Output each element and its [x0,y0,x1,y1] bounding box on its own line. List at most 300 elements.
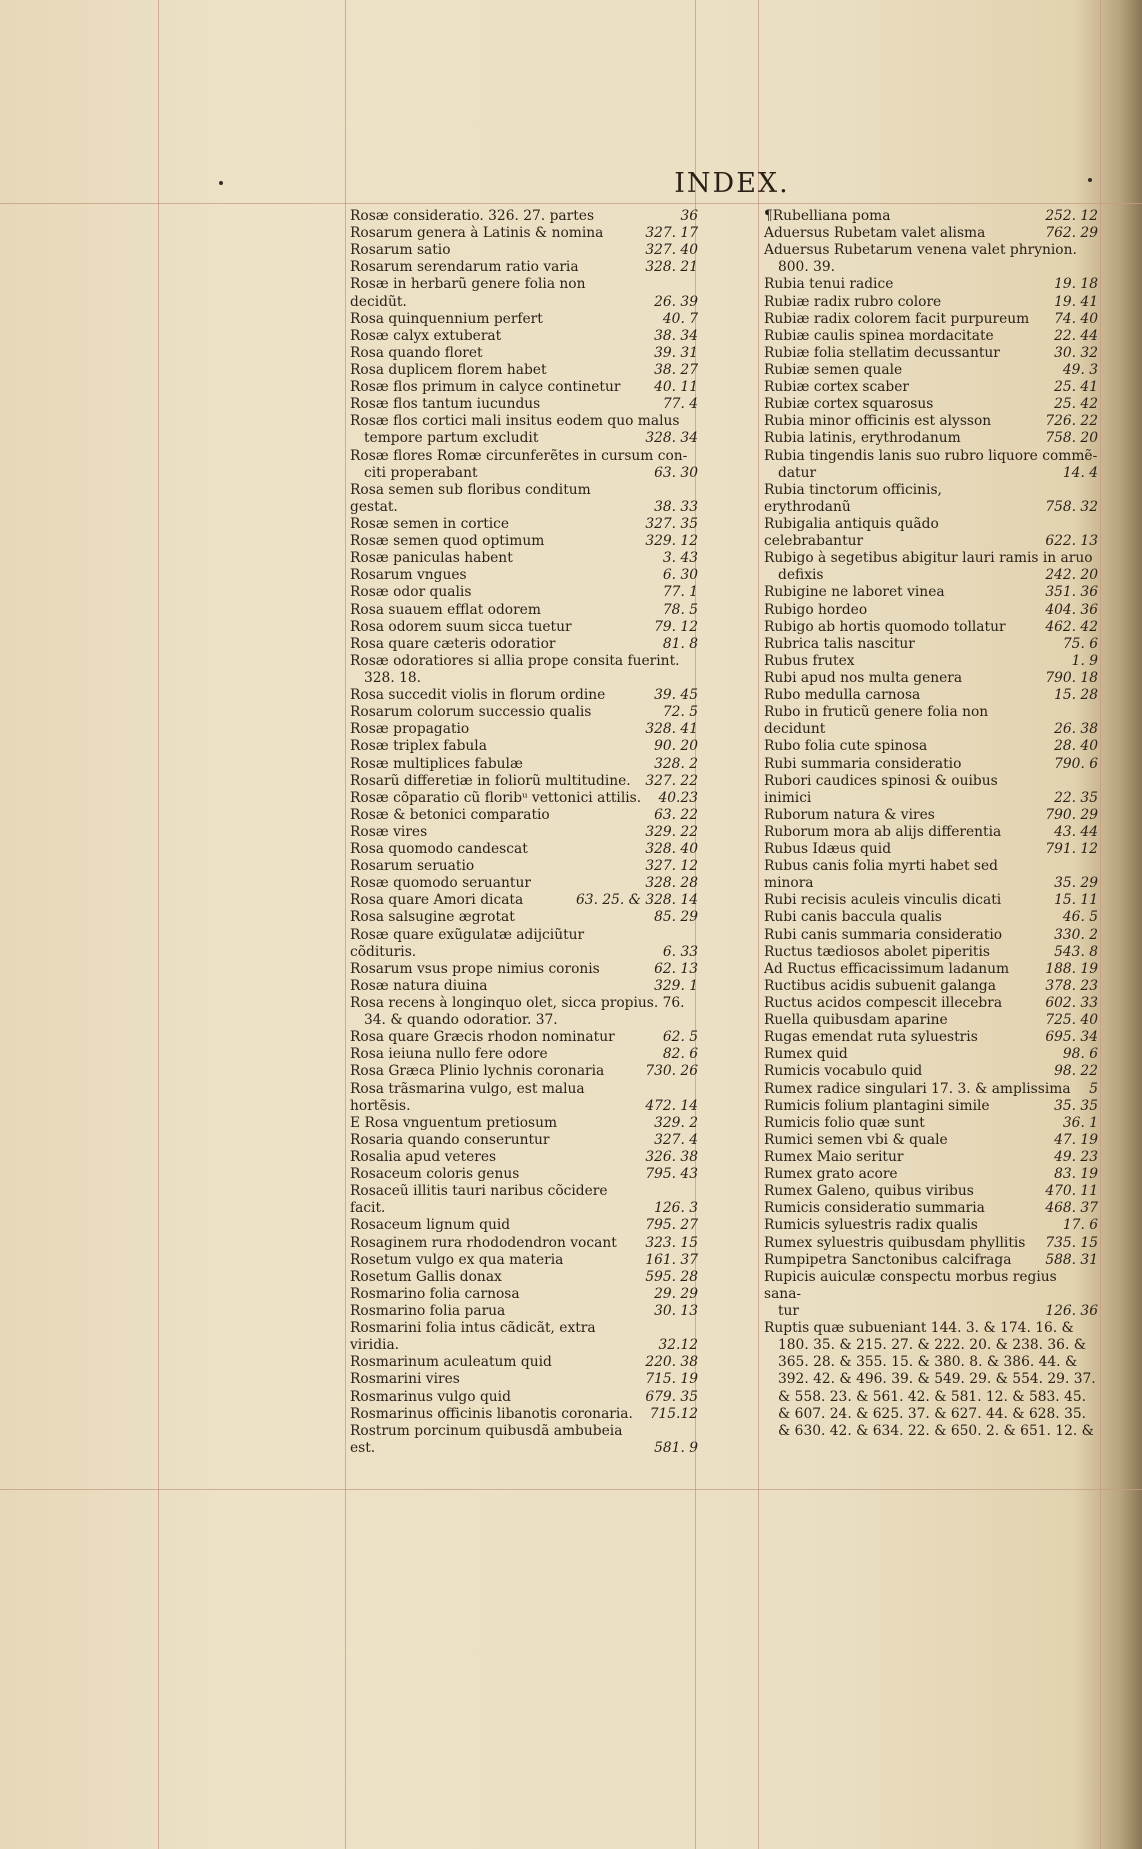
index-entry [350,1406,698,1423]
index-entry-reference: 39. 45 [654,687,698,704]
index-entry-text: Rumicis vocabulo quid [764,1063,923,1080]
index-entry-text: Rubus canis folia myrti habet sed minora [764,858,998,892]
index-entry-reference: 329. 1 [654,977,698,994]
index-entry [350,259,698,276]
index-entry-text: Rosmarino folia parua [350,1303,506,1319]
index-entry-continuation: 180. 35. & 215. 27. & 222. 20. & 238. 36. & 365. 28. & 355. 15. & 380. 8. & 386. 44. & 392. 42. & 496. 39. & 549. 29. & 554. 29. 37. & 558. 23. & 561. 42. & 581. 12. & 583. 45. & 607. 24. & 625. 37. & 627. 44. & 628. 35. & 630. 42. & 634. 22. & 650. 2. & 651. 12. & [778,1337,1096,1439]
index-entry-reference: 327. 22 [645,772,698,789]
index-entry [764,311,1098,328]
index-entry-reference: 758. 32 [1045,498,1098,515]
index-entry-text: Rubia tinctorum officinis, erythrodanũ [764,481,942,515]
index-entry-reference: 715.12 [649,1405,698,1422]
index-entry-reference: 726. 22 [1045,413,1098,430]
index-entry [764,362,1098,379]
index-entry-reference: 790. 18 [1045,669,1098,686]
index-entry-text: E Rosa vnguentum pretiosum [350,1114,558,1131]
index-entry [764,516,1098,550]
index-entry-reference: 83. 19 [1054,1166,1098,1183]
index-entry-reference: 14. 4 [1062,464,1098,481]
index-entry [350,1269,698,1286]
index-entry-text: Aduersus Rubetarum venena valet phrynion. [764,242,1077,259]
index-entry [350,653,698,687]
index-entry-text: Rosæ cõparatio cũ floribᵘ vettonici attilis. [350,789,642,806]
index-entry-text: Rosaceũ illitis tauri naribus cõcidere facit. [350,1183,608,1217]
index-entry [350,892,698,909]
index-entry [764,704,1098,738]
index-entry-continuation: defixis [778,567,824,584]
index-entry [764,670,1098,687]
index-entry-text: Rosæ triplex fabula [350,738,487,755]
index-entry [764,1029,1098,1046]
index-entry [350,927,698,961]
index-entry-text: Rosæ paniculas habent [350,550,513,567]
index-entry-text: Rubiæ radix rubro colore [764,293,942,310]
index-entry [350,687,698,704]
index-entry-reference: 5 [1089,1080,1098,1097]
index-entry [764,978,1098,995]
index-entry [764,328,1098,345]
index-entry [764,1098,1098,1115]
index-entry [764,1166,1098,1183]
index-entry-reference: 90. 20 [654,738,698,755]
index-entry [350,721,698,738]
index-entry-reference: 795. 27 [645,1217,698,1234]
index-entry [764,944,1098,961]
index-entry-text: Rostrum porcinum quibusdã ambubeia est. [350,1422,623,1456]
index-entry-text: Rosa Græca Plinio lychnis coronaria [350,1063,605,1080]
index-entry-reference: 602. 33 [1045,995,1098,1012]
index-entry-reference: 327. 17 [645,225,698,242]
index-entry-reference: 762. 29 [1045,225,1098,242]
index-entry [350,208,698,225]
index-entry-text: Rubi recisis aculeis vinculis dicati [764,892,1002,909]
index-entry [350,1081,698,1115]
index-entry [350,1389,698,1406]
index-entry-reference: 328. 21 [645,259,698,276]
index-entry [350,516,698,533]
index-entry-reference: 25. 42 [1054,396,1098,413]
index-entry-reference: 328. 40 [645,841,698,858]
index-entry-text: Rubiæ cortex scaber [764,379,910,396]
index-entry-text: Rosa salsugine ægrotat [350,909,515,926]
index-entry [350,396,698,413]
index-entry-text: Ructus acidos compescit illecebra [764,995,1003,1012]
index-entry-text: Rubo medulla carnosa [764,687,921,704]
index-entry [764,1046,1098,1063]
index-entry-reference: 74. 40 [1054,310,1098,327]
index-entry [764,824,1098,841]
index-entry-text: Rubo in fruticũ genere folia non decidunt [764,704,989,738]
index-entry-reference: 32.12 [658,1337,698,1354]
index-entry [350,636,698,653]
index-entry-text: Ruptis quæ subueniant 144. 3. & 174. 16. & [764,1320,1074,1337]
index-entry [350,1029,698,1046]
index-entry-text: Ruborum natura & vires [764,806,935,823]
index-entry-continuation: tur [778,1303,800,1319]
index-entry-reference: 26. 39 [654,293,698,310]
index-entry-text: Rubia minor officinis est alysson [764,413,992,430]
index-entry-reference: 126. 36 [1045,1303,1098,1319]
index-entry-text: Rumex quid [764,1046,848,1063]
index-entry-text: Rosæ multiplices fabulæ [350,755,523,772]
index-entry-reference: 351. 36 [1045,584,1098,601]
index-entry-text: Rubia latinis, erythrodanum [764,430,961,447]
index-entry [350,704,698,721]
index-entry-reference: 588. 31 [1045,1251,1098,1268]
index-entry-reference: 63. 22 [654,806,698,823]
index-entry-text: Rosmarinum aculeatum quid [350,1354,552,1371]
index-entry-text: Rosæ odoratiores si allia prope consita fuerint. [350,652,680,669]
index-entry-text: ¶Rubelliana poma [764,208,891,224]
index-entry-reference: 82. 6 [662,1046,698,1063]
index-entry [350,1252,698,1269]
index-entry-text: Rumicis syluestris radix qualis [764,1217,978,1234]
index-entry [764,653,1098,670]
column-rule [758,0,759,1849]
index-entry-text: Rubiæ cortex squarosus [764,396,934,413]
index-entry-reference: 15. 11 [1054,892,1098,909]
margin-rule [1100,0,1101,1849]
index-entry-text: Rubi canis baccula qualis [764,909,942,926]
index-entry-reference: 78. 5 [662,601,698,618]
index-entry-reference: 30. 13 [654,1303,698,1319]
index-entry-reference: 72. 5 [662,704,698,721]
index-entry [764,1012,1098,1029]
index-entry-reference: 77. 1 [662,584,698,601]
index-entry-reference: 46. 5 [1062,909,1098,926]
index-entry-text: Rosæ flores Romæ circunferẽtes in cursum con- [350,447,688,464]
index-entry-text: Rugas emendat ruta syluestris [764,1029,978,1046]
index-entry-text: Rosa quomodo candescat [350,841,528,858]
index-entry [350,379,698,396]
index-entry [764,242,1098,276]
index-entry-text: Rosæ calyx extuberat [350,327,502,344]
index-entry-text: Rosalia apud veteres [350,1149,497,1166]
index-entry [764,1063,1098,1080]
index-entry-reference: 49. 3 [1062,361,1098,378]
index-entry [350,533,698,550]
index-entry-reference: 695. 34 [1045,1029,1098,1046]
index-entry-reference: 36 [680,208,698,224]
index-entry [764,619,1098,636]
index-entry-text: Rubus frutex [764,652,855,669]
index-entry-text: Rosetum Gallis donax [350,1268,502,1285]
index-entry [350,276,698,310]
index-entry [764,1252,1098,1269]
index-entry-reference: 26. 38 [1054,721,1098,738]
index-entry [350,567,698,584]
index-entry-text: Rosæ semen in cortice [350,515,510,532]
index-entry [764,208,1098,225]
index-entry-reference: 40.23 [658,789,698,806]
index-entry-reference: 22. 44 [1054,327,1098,344]
index-entry-text: Rosæ natura diuina [350,977,488,994]
index-entry-continuation: 800. 39. [778,259,836,276]
index-entry [764,858,1098,892]
index-entry-reference: 327. 4 [654,1131,698,1148]
header-rule [0,203,1142,204]
index-entry-reference: 63. 30 [654,464,698,481]
index-entry-text: Rumpipetra Sanctonibus calcifraga [764,1251,1012,1268]
index-entry [764,1081,1098,1098]
index-entry-reference: 404. 36 [1045,601,1098,618]
index-entry-text: Rosmarino folia carnosa [350,1285,520,1302]
index-entry [350,773,698,790]
index-entry [350,858,698,875]
index-entry-text: Rumicis folio quæ sunt [764,1114,925,1131]
index-entry-reference: 17. 6 [1062,1217,1098,1234]
index-entry-reference: 220. 38 [645,1354,698,1371]
index-entry [350,584,698,601]
index-entry [764,927,1098,944]
index-entry-reference: 188. 19 [1045,960,1098,977]
index-entry-reference: 735. 15 [1045,1234,1098,1251]
margin-rule [158,0,159,1849]
index-entry [764,448,1098,482]
index-entry [350,448,698,482]
index-entry-reference: 543. 8 [1054,943,1098,960]
index-entry [350,738,698,755]
index-entry-reference: 679. 35 [645,1388,698,1405]
index-entry [350,1423,698,1457]
index-entry [350,1149,698,1166]
index-entry [764,1217,1098,1234]
index-entry-reference: 470. 11 [1045,1183,1098,1200]
index-entry-text: Rosæ consideratio. 326. 27. partes [350,208,595,224]
index-entry [764,995,1098,1012]
index-entry-reference: 63. 25. & 328. 14 [576,892,698,909]
index-entry-reference: 468. 37 [1045,1200,1098,1217]
index-entry-text: Rosaria quando conseruntur [350,1131,550,1148]
index-entry [764,892,1098,909]
index-entry [764,482,1098,516]
index-entry-reference: 77. 4 [662,396,698,413]
index-entry [350,1303,698,1320]
index-entry [764,636,1098,653]
index-entry-reference: 75. 6 [1062,635,1098,652]
index-entry-text: Rumex syluestris quibusdam phyllitis [764,1234,1026,1251]
index-entry-continuation: citi properabant [364,464,478,481]
index-entry-text: Rosarum vngues [350,567,467,584]
index-entry-reference: 49. 23 [1054,1149,1098,1166]
right-index-column [764,208,1098,1440]
index-entry-text: Rosæ flos primum in calyce continetur [350,379,621,396]
index-entry-text: Rosmarinus vulgo quid [350,1388,511,1405]
index-entry [764,430,1098,447]
index-entry-reference: 330. 2 [1054,926,1098,943]
index-entry-text: Rosarum satio [350,242,451,259]
ink-speck [1088,178,1092,182]
margin-rule [345,0,346,1849]
index-entry-text: Rumex grato acore [764,1166,898,1183]
index-entry-text: Rosetum vulgo ex qua materia [350,1251,564,1268]
index-entry-reference: 715. 19 [645,1371,698,1388]
index-entry-text: Rubus Idæus quid [764,841,892,858]
index-entry-reference: 43. 44 [1054,823,1098,840]
index-entry [764,379,1098,396]
index-entry-text: Rosa recens à longinquo olet, sicca propius. 76. [350,995,685,1012]
index-entry-reference: 328. 41 [645,721,698,738]
index-entry-reference: 19. 41 [1054,293,1098,310]
index-entry-reference: 36. 1 [1062,1114,1098,1131]
index-entry-reference: 19. 18 [1054,276,1098,293]
index-entry-reference: 595. 28 [645,1268,698,1285]
index-entry [350,961,698,978]
index-entry-reference: 126. 3 [654,1200,698,1217]
index-entry-reference: 791. 12 [1045,841,1098,858]
index-entry [350,995,698,1029]
ink-speck [219,181,223,185]
index-entry [764,773,1098,807]
index-entry-text: Rosmarini folia intus cãdicãt, extra viridia. [350,1320,596,1354]
index-entry [764,1183,1098,1200]
index-entry-reference: 581. 9 [654,1439,698,1456]
index-entry-text: Rosa succedit violis in florum ordine [350,687,606,704]
index-entry-text: Rosæ semen quod optimum [350,533,545,550]
index-entry-reference: 462. 42 [1045,618,1098,635]
index-entry-text: Rosa trãsmarina vulgo, est malua hortẽsis. [350,1080,585,1114]
index-entry-reference: 22. 35 [1054,789,1098,806]
index-entry-text: Ructibus acidis subuenit galanga [764,977,996,994]
index-entry-text: Rosaceum lignum quid [350,1217,511,1234]
index-entry-text: Rosa duplicem florem habet [350,361,547,378]
index-entry-text: Rubo folia cute spinosa [764,738,928,755]
index-entry-reference: 327. 40 [645,242,698,259]
index-entry-text: Rosæ quomodo seruantur [350,875,531,892]
index-entry [764,1235,1098,1252]
index-entry-text: Rubrica talis nascitur [764,635,915,652]
index-entry-text: Rumex radice singulari 17. 3. & amplissima [764,1080,1071,1097]
index-entry-text: Rosaceum coloris genus [350,1166,520,1183]
index-entry [764,396,1098,413]
index-entry-reference: 28. 40 [1054,738,1098,755]
index-entry-reference: 252. 12 [1045,208,1098,224]
index-entry-text: Rubiæ folia stellatim decussantur [764,344,1000,361]
index-entry-reference: 329. 22 [645,823,698,840]
index-entry [764,550,1098,584]
index-entry-text: Rubiæ caulis spinea mordacitate [764,327,994,344]
index-entry-text: Rubigo ab hortis quomodo tollatur [764,618,1006,635]
index-entry-text: Rosa quare cæteris odoratior [350,635,556,652]
index-entry-reference: 622. 13 [1045,533,1098,550]
index-entry-reference: 40. 11 [654,379,698,396]
index-entry [764,738,1098,755]
index-entry-reference: 47. 19 [1054,1131,1098,1148]
page-title: INDEX. [674,168,790,199]
index-entry-reference: 327. 12 [645,858,698,875]
index-entry [764,756,1098,773]
index-entry-text: Rosæ in herbarũ genere folia non decidũt. [350,276,586,310]
index-entry-text: Rosarum genera à Latinis & nomina [350,225,604,242]
left-index-column [350,208,698,1457]
index-entry [350,362,698,379]
index-entry-text: Rosaginem rura rhododendron vocant [350,1234,617,1251]
footer-rule [0,1489,1142,1490]
index-entry-text: Rubigo à segetibus abigitur lauri ramis in aruo [764,550,1093,567]
index-entry [350,1217,698,1234]
index-entry [350,1046,698,1063]
index-entry-text: Rubigalia antiquis quãdo celebrabantur [764,515,939,550]
index-entry-reference: 472. 14 [645,1097,698,1114]
index-entry-text: Rosarum vsus prope nimius coronis [350,960,600,977]
index-entry-reference: 98. 22 [1054,1063,1098,1080]
index-entry-text: Rosæ odor qualis [350,584,472,601]
index-entry-text: Rosarum colorum successio qualis [350,704,592,721]
index-entry-reference: 85. 29 [654,909,698,926]
index-entry-text: Rosæ flos cortici mali insitus eodem quo malus [350,413,680,430]
index-entry [350,909,698,926]
index-entry [350,413,698,447]
index-entry-text: Rosa ieiuna nullo fere odore [350,1046,548,1063]
index-entry-text: Rubigine ne laboret vinea [764,584,945,601]
index-entry [350,1132,698,1149]
index-entry [764,1132,1098,1149]
index-entry [350,1371,698,1388]
index-entry-reference: 40. 7 [662,310,698,327]
index-entry-text: Rumex Maio seritur [764,1149,904,1166]
index-entry-reference: 1. 9 [1071,652,1098,669]
index-entry [350,242,698,259]
index-entry [350,1286,698,1303]
index-entry-text: Rosæ & betonici comparatio [350,806,550,823]
index-entry [350,841,698,858]
index-entry [764,1269,1098,1320]
index-entry-text: Rubia tenui radice [764,276,894,293]
index-entry-reference: 62. 13 [654,960,698,977]
index-entry-reference: 38. 27 [654,361,698,378]
index-entry-reference: 3. 43 [662,550,698,567]
index-entry-text: Rosa quinquennium perfert [350,310,543,327]
index-entry-reference: 79. 12 [654,618,698,635]
index-entry-text: Rumici semen vbi & quale [764,1131,948,1148]
index-entry-text: Rubi canis summaria consideratio [764,926,1003,943]
index-entry [350,807,698,824]
index-entry-text: Rosa semen sub floribus conditum gestat. [350,481,591,515]
index-entry [350,1354,698,1371]
index-entry [350,619,698,636]
index-entry-reference: 29. 29 [654,1285,698,1302]
index-entry [350,602,698,619]
index-entry-text: Rumicis consideratio summaria [764,1200,985,1217]
index-entry-reference: 329. 2 [654,1114,698,1131]
index-entry [764,584,1098,601]
index-entry-continuation: tempore partum excludit [364,430,539,447]
index-entry [764,602,1098,619]
index-entry [350,1183,698,1217]
index-entry-reference: 328. 34 [645,430,698,447]
index-entry-continuation: 34. & quando odoratior. 37. [364,1012,558,1029]
index-entry-reference: 328. 2 [654,755,698,772]
index-entry-text: Rosæ flos tantum iucundus [350,396,541,413]
index-entry [350,328,698,345]
index-entry-reference: 730. 26 [645,1063,698,1080]
index-entry-continuation: 328. 18. [364,669,422,686]
index-entry [350,1166,698,1183]
index-entry-text: Rubi summaria consideratio [764,755,962,772]
index-entry [764,687,1098,704]
index-entry-reference: 39. 31 [654,344,698,361]
index-entry [350,756,698,773]
index-entry-text: Rosa quare Amori dicata [350,892,524,909]
index-entry-text: Rubiæ semen quale [764,361,903,378]
index-entry-text: Ructus tædiosos abolet piperitis [764,943,990,960]
index-entry [350,225,698,242]
index-entry-text: Rosa suauem efflat odorem [350,601,541,618]
index-entry-reference: 758. 20 [1045,430,1098,447]
index-entry-text: Rumex Galeno, quibus viribus [764,1183,974,1200]
index-entry-reference: 38. 33 [654,498,698,515]
index-entry [764,276,1098,293]
